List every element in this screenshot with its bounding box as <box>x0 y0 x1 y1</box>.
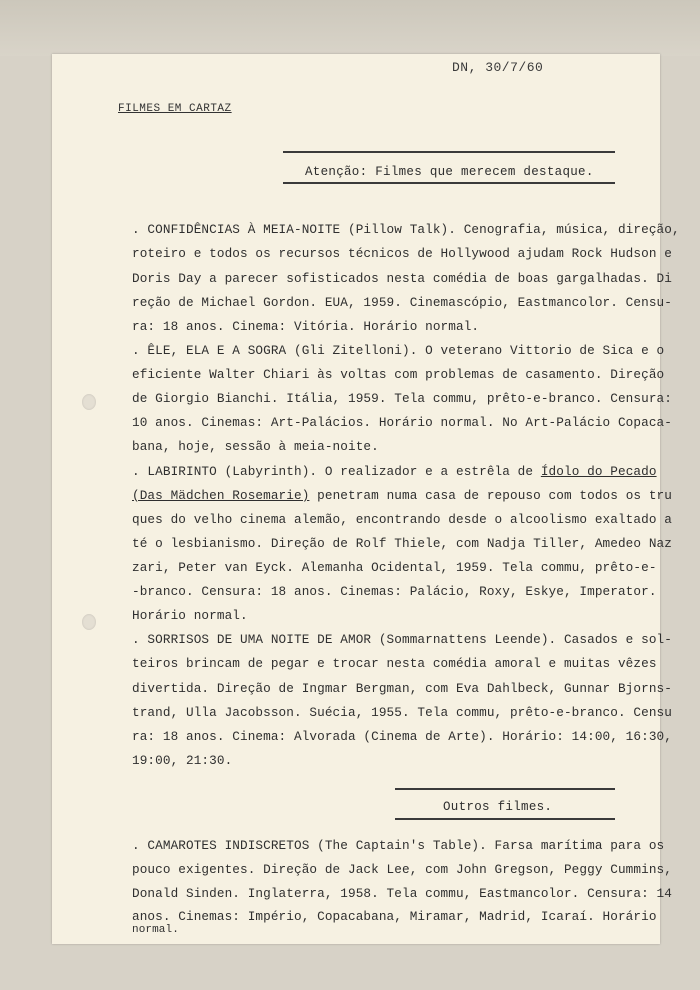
highlight-section-title: Atenção: Filmes que merecem destaque. <box>305 165 594 179</box>
text-line: ra: 18 anos. Cinema: Vitória. Horário normal. <box>132 319 480 334</box>
text-line: bana, hoje, sessão à meia-noite. <box>132 439 379 454</box>
text-line: Donald Sinden. Inglaterra, 1958. Tela commu, Eastmancolor. Censura: 14 <box>132 886 672 901</box>
punch-hole-top <box>82 394 96 410</box>
text-line: 10 anos. Cinemas: Art-Palácios. Horário normal. No Art-Palácio Copaca- <box>132 415 672 430</box>
text-line: ques do velho cinema alemão, encontrando desde o alcoolismo exaltado a <box>132 512 672 527</box>
text-line: té o lesbianismo. Direção de Rolf Thiele, com Nadja Tiller, Amedeo Naz <box>132 536 672 551</box>
other-section-title: Outros filmes. <box>443 800 553 814</box>
other-rule-bottom <box>395 818 615 820</box>
film-reference: Ídolo do Pecado <box>540 464 657 479</box>
text-line <box>132 464 657 479</box>
highlight-rule <box>283 151 615 153</box>
text-line: . ÊLE, ELA E A SOGRA (Gli Zitelloni). O veterano Vittorio de Sica e o <box>132 343 665 358</box>
text-line: teiros brincam de pegar e trocar nesta comédia amoral e muitas vêzes <box>132 656 657 671</box>
text-line: Doris Day a parecer sofisticados nesta comédia de boas gargalhadas. Di <box>132 271 672 286</box>
document-title: FILMES EM CARTAZ <box>118 103 232 115</box>
text-line: de Giorgio Bianchi. Itália, 1959. Tela commu, prêto-e-branco. Censura: <box>132 391 672 406</box>
text-line: 19:00, 21:30. <box>132 753 233 768</box>
text-line <box>132 488 672 503</box>
text-line: -branco. Censura: 18 anos. Cinemas: Palácio, Roxy, Eskye, Imperator. <box>132 584 657 599</box>
text-line: Horário normal. <box>132 608 248 623</box>
text-line: normal. <box>132 924 179 936</box>
text-line: roteiro e todos os recursos técnicos de Hollywood ajudam Rock Hudson e <box>132 246 672 261</box>
text-line: ra: 18 anos. Cinema: Alvorada (Cinema de Arte). Horário: 14:00, 16:30, <box>132 729 672 744</box>
text-line: . SORRISOS DE UMA NOITE DE AMOR (Sommarnattens Leende). Casados e sol- <box>132 632 672 647</box>
text-line: trand, Ulla Jacobsson. Suécia, 1955. Tela commu, prêto-e-branco. Censu <box>132 705 672 720</box>
text-line: reção de Michael Gordon. EUA, 1959. Cinemascópio, Eastmancolor. Censu- <box>132 295 672 310</box>
text-line: eficiente Walter Chiari às voltas com problemas de casamento. Direção <box>132 367 665 382</box>
document-reference: DN, 30/7/60 <box>452 60 544 75</box>
text-line: pouco exigentes. Direção de Jack Lee, com John Gregson, Peggy Cummins, <box>132 862 672 877</box>
text-line: zari, Peter van Eyck. Alemanha Ocidental, 1959. Tela commu, prêto-e- <box>132 560 657 575</box>
text-line: anos. Cinemas: Império, Copacabana, Miramar, Madrid, Icaraí. Horário <box>132 909 657 924</box>
text-segment: penetram numa casa de repouso com todos os tru <box>317 488 672 503</box>
highlight-rule-bottom <box>283 182 615 184</box>
film-reference-original: (Das Mädchen Rosemarie) <box>132 488 310 503</box>
text-line: divertida. Direção de Ingmar Bergman, com Eva Dahlbeck, Gunnar Bjorns- <box>132 681 672 696</box>
backdrop <box>0 0 700 56</box>
other-rule <box>395 788 615 790</box>
text-line: . CAMAROTES INDISCRETOS (The Captain's Table). Farsa marítima para os <box>132 838 665 853</box>
text-segment: . LABIRINTO (Labyrinth). O realizador e a estrêla de <box>132 464 534 479</box>
punch-hole-bottom <box>82 614 96 630</box>
text-line: . CONFIDÊNCIAS À MEIA-NOITE (Pillow Talk). Cenografia, música, direção, <box>132 222 680 237</box>
